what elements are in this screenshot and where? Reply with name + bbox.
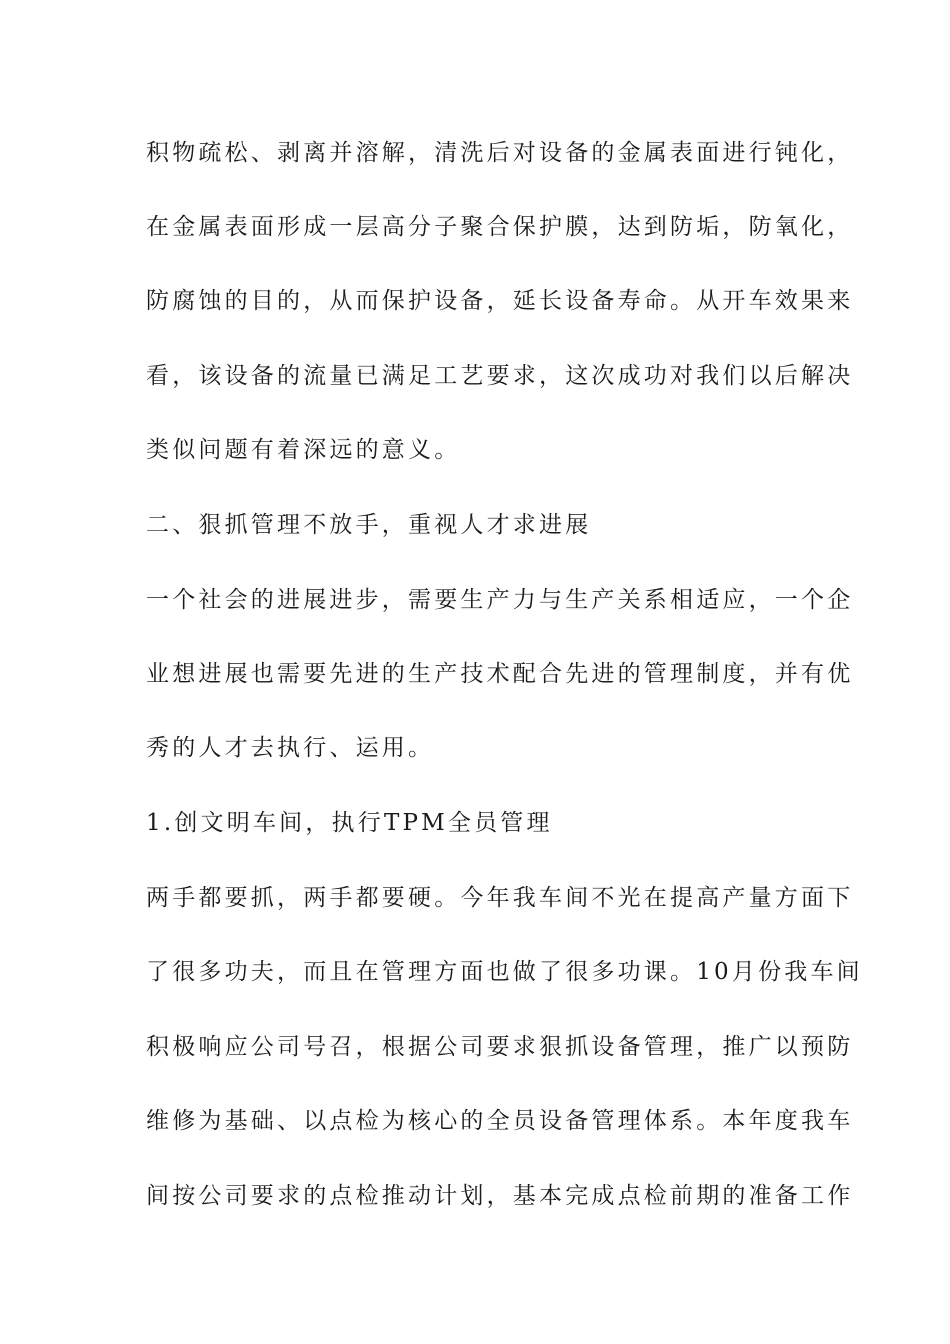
paragraph-line: 积物疏松、剥离并溶解，清洗后对设备的金属表面进行钝化，	[146, 140, 854, 166]
paragraph-line: 间按公司要求的点检推动计划，基本完成点检前期的准备工作	[146, 1183, 854, 1209]
paragraph-line: 业想进展也需要先进的生产技术配合先进的管理制度，并有优	[146, 661, 854, 687]
section-heading: 二、狠抓管理不放手，重视人才求进展	[146, 512, 592, 538]
paragraph-line: 防腐蚀的目的，从而保护设备，延长设备寿命。从开车效果来	[146, 288, 854, 314]
paragraph-line: 在金属表面形成一层高分子聚合保护膜，达到防垢，防氧化，	[146, 214, 854, 240]
paragraph-line: 两手都要抓，两手都要硬。今年我车间不光在提高产量方面下	[146, 885, 854, 911]
paragraph-line: 类似问题有着深远的意义。	[146, 437, 461, 463]
paragraph-line: 一个社会的进展进步，需要生产力与生产关系相适应，一个企	[146, 587, 854, 613]
paragraph-line: 秀的人才去执行、运用。	[146, 735, 435, 761]
paragraph-line: 看，该设备的流量已满足工艺要求，这次成功对我们以后解决	[146, 363, 854, 389]
paragraph-line: 维修为基础、以点检为核心的全员设备管理体系。本年度我车	[146, 1108, 854, 1134]
subsection-heading: 1.创文明车间，执行TPM全员管理	[146, 810, 553, 836]
paragraph-line: 了很多功夫，而且在管理方面也做了很多功课。10月份我车间	[146, 959, 863, 985]
paragraph-line: 积极响应公司号召，根据公司要求狠抓设备管理，推广以预防	[146, 1034, 854, 1060]
